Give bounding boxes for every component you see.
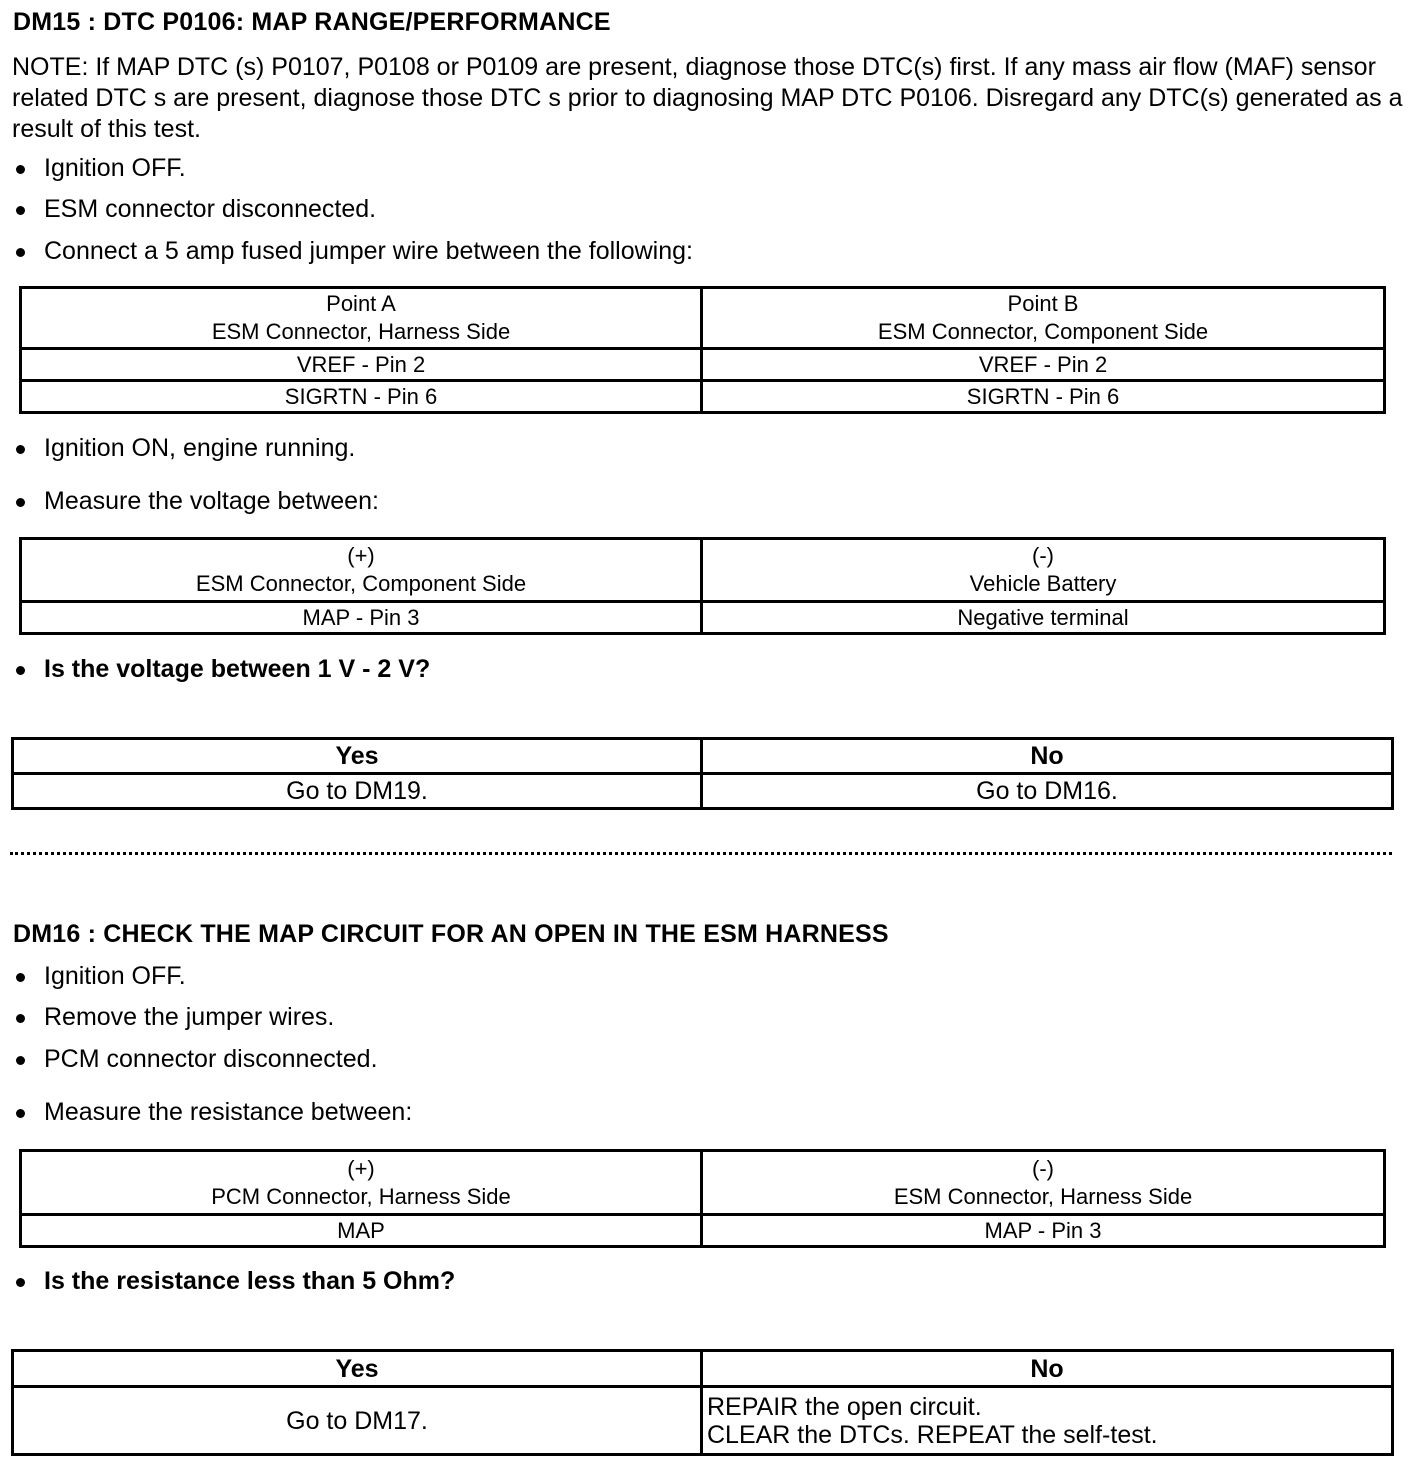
question-text: Is the resistance less than 5 Ohm? [44,1267,456,1295]
table-header-cell: (+) PCM Connector, Harness Side [21,1151,702,1215]
step-text: PCM connector disconnected. [44,1045,378,1073]
step-text: Measure the voltage between: [44,487,379,515]
bullet-icon [16,1278,25,1287]
step-text: Ignition OFF. [44,962,186,990]
voltage-table [19,537,1386,635]
yes-header: Yes [13,739,702,774]
no-action [702,1387,1393,1455]
table-header-row [13,739,1393,774]
yes-action: Go to DM17. [13,1387,702,1455]
dm16-step-1 [16,962,186,991]
no-action-line-2: CLEAR the DTCs. REPEAT the self-test. [707,1420,1158,1449]
dm15-step-5 [16,487,379,516]
dm15-step-3 [16,237,693,266]
table-cell: VREF - Pin 2 [702,349,1385,381]
yes-action: Go to DM19. [13,774,702,809]
section-divider [10,852,1392,855]
table-header-cell: (+) ESM Connector, Component Side [21,539,702,602]
dm16-step-3 [16,1045,378,1074]
table-cell: SIGRTN - Pin 6 [702,381,1385,413]
dm16-question [16,1267,455,1296]
bullet-icon [16,206,25,215]
bullet-icon [16,1109,25,1118]
bullet-icon [16,1056,25,1065]
table-header-cell: (-) ESM Connector, Harness Side [702,1151,1385,1215]
dm15-step-4 [16,434,355,463]
bullet-icon [16,248,25,257]
dm16-step-2 [16,1003,334,1032]
step-text: Connect a 5 amp fused jumper wire between the following: [44,237,693,265]
bullet-icon [16,973,25,982]
bullet-icon [16,165,25,174]
step-text: Measure the resistance between: [44,1098,413,1126]
table-header-cell: Point A ESM Connector, Harness Side [21,288,702,349]
bullet-icon [16,666,25,675]
jumper-table [19,286,1386,414]
dm15-title: DM15 : DTC P0106: MAP RANGE/PERFORMANCE [13,8,611,36]
table-row [21,602,1385,634]
table-header-cell: (-) Vehicle Battery [702,539,1385,602]
table-cell: VREF - Pin 2 [21,349,702,381]
dm15-step-1 [16,154,186,183]
table-header-row [13,1351,1393,1387]
bullet-icon [16,498,25,507]
no-header: No [702,739,1393,774]
table-header-row [21,1151,1385,1215]
no-action: Go to DM16. [702,774,1393,809]
dm15-question [16,655,430,684]
dm15-note: NOTE: If MAP DTC (s) P0107, P0108 or P0109 are present, diagnose those DTC(s) first. If any mass air flow (MAF) sensor related DTC s are present, diagnose those DTC s prior to diagnosing MAP DTC P0106. Disregard any DTC(s) generated as a result of this test. [12,53,1403,143]
yes-header: Yes [13,1351,702,1387]
table-row [21,349,1385,381]
table-cell: MAP [21,1215,702,1247]
table-cell: MAP - Pin 3 [21,602,702,634]
step-text: ESM connector disconnected. [44,195,377,223]
table-cell: Negative terminal [702,602,1385,634]
dm15-result-table [11,737,1394,810]
step-text: Ignition ON, engine running. [44,434,356,462]
step-text: Ignition OFF. [44,154,186,182]
bullet-icon [16,445,25,454]
table-row [21,1215,1385,1247]
question-text: Is the voltage between 1 V - 2 V? [44,655,431,683]
table-header-cell: Point B ESM Connector, Component Side [702,288,1385,349]
table-header-row [21,288,1385,349]
table-header-row [21,539,1385,602]
dm15-step-2 [16,195,376,224]
table-row [21,381,1385,413]
dm16-title: DM16 : CHECK THE MAP CIRCUIT FOR AN OPEN IN THE ESM HARNESS [13,920,889,948]
table-cell: SIGRTN - Pin 6 [21,381,702,413]
no-action-line-1: REPAIR the open circuit. [707,1392,982,1421]
dm16-step-4 [16,1098,412,1127]
table-row [13,1387,1393,1455]
no-header: No [702,1351,1393,1387]
step-text: Remove the jumper wires. [44,1003,335,1031]
table-cell: MAP - Pin 3 [702,1215,1385,1247]
dm16-result-table [11,1349,1394,1456]
table-row [13,774,1393,809]
bullet-icon [16,1014,25,1023]
resistance-table [19,1149,1386,1248]
